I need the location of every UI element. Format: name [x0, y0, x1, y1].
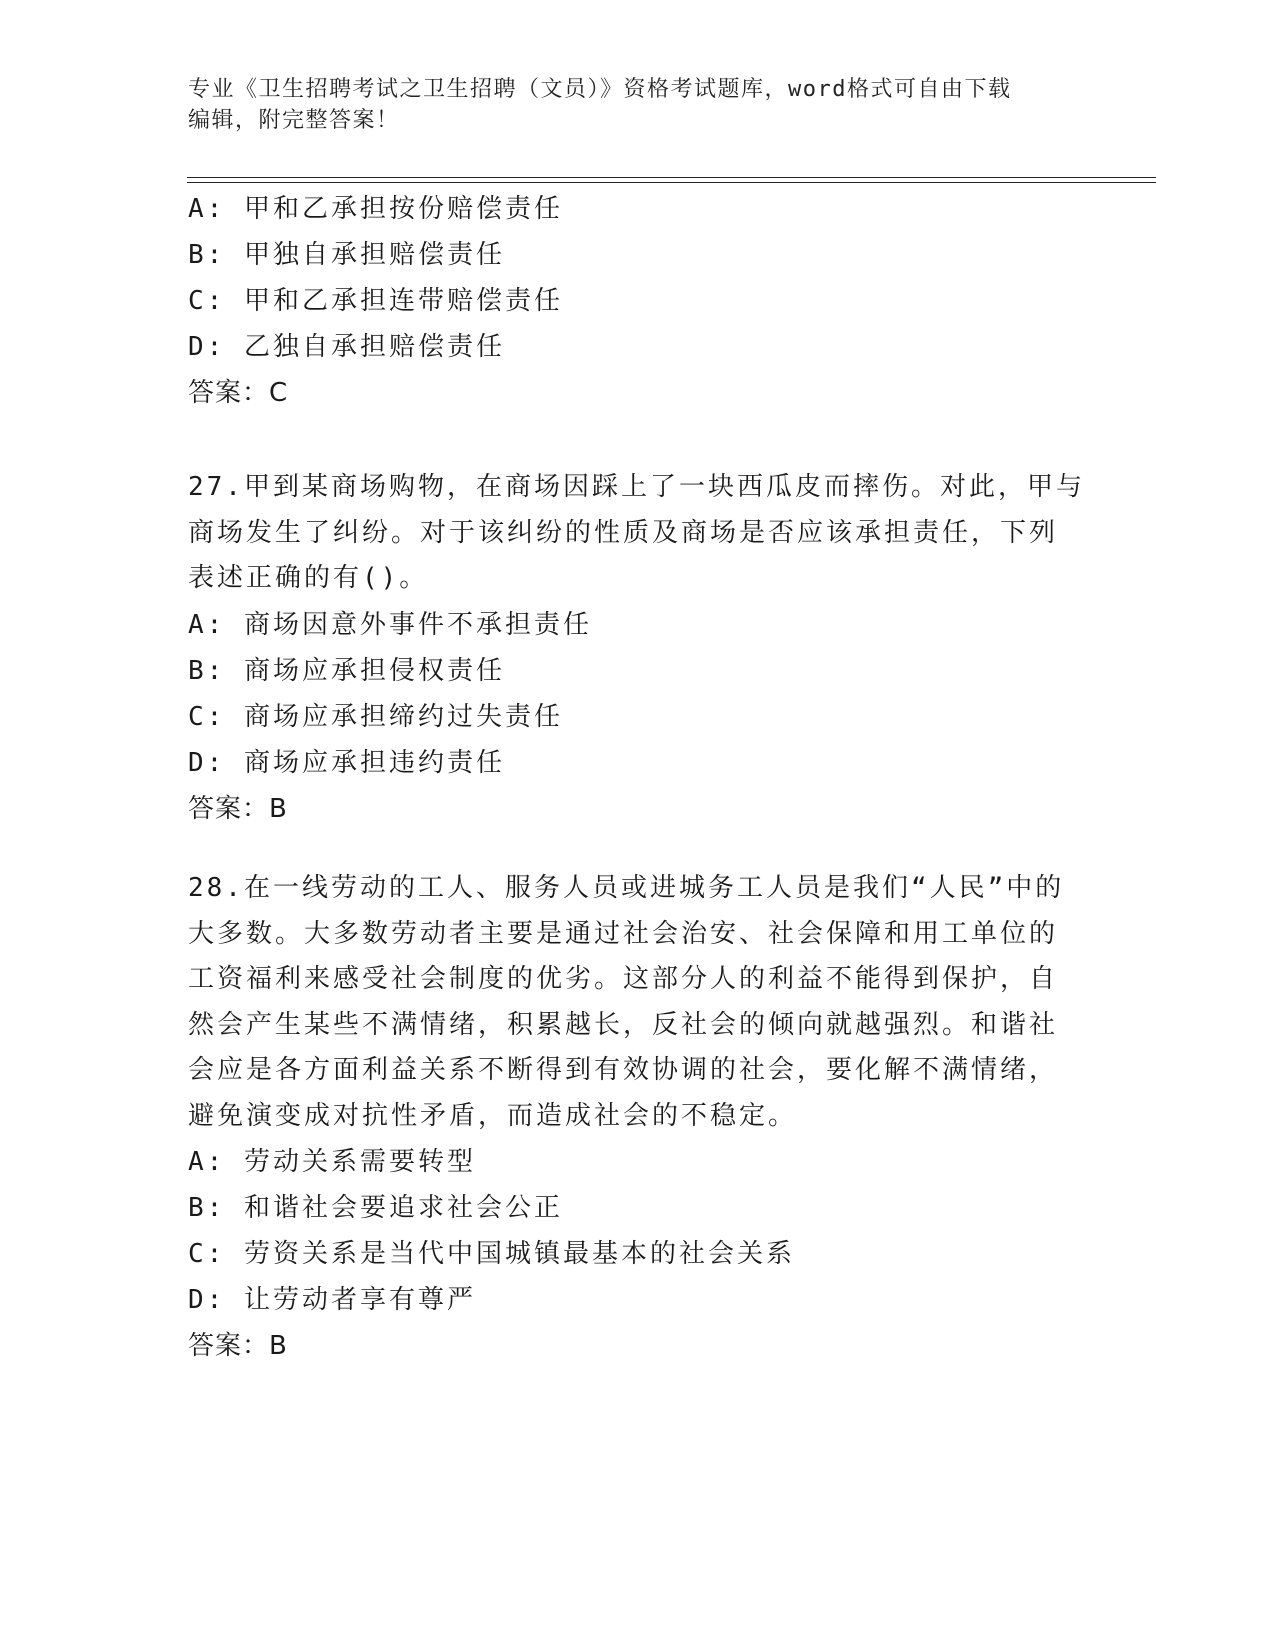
answer: 答案：C: [188, 378, 289, 408]
question-text-line: 避免演变成对抗性矛盾，而造成社会的不稳定。: [188, 1100, 798, 1131]
header-line-2: 编辑，附完整答案！: [188, 108, 400, 133]
question-text-line: 28.在一线劳动的工人、服务人员或进城务工人员是我们“人民”中的: [188, 873, 1065, 903]
option-d: D: 乙独自承担赔偿责任: [188, 332, 505, 362]
option-d: D: 让劳动者享有尊严: [188, 1285, 476, 1315]
question-text-line: 商场发生了纠纷。对于该纠纷的性质及商场是否应该承担责任，下列: [188, 517, 1059, 548]
option-c: C: 甲和乙承担连带赔偿责任: [188, 286, 563, 316]
question-text-line: 表述正确的有()。: [188, 563, 429, 593]
question-text-line: 27.甲到某商场购物，在商场因踩上了一块西瓜皮而摔伤。对此，甲与: [188, 472, 1085, 502]
question-text-line: 工资福利来感受社会制度的优劣。这部分人的利益不能得到保护，自: [188, 964, 1059, 994]
document-header: [188, 74, 1088, 136]
option-b: B: 和谐社会要追求社会公正: [188, 1193, 563, 1223]
question-text-line: 会应是各方面利益关系不断得到有效协调的社会，要化解不满情绪，: [188, 1055, 1059, 1085]
question-text-line: 大多数。大多数劳动者主要是通过社会治安、社会保障和用工单位的: [188, 918, 1059, 949]
header-divider-top: [187, 177, 1156, 178]
option-c: C: 劳资关系是当代中国城镇最基本的社会关系: [188, 1239, 795, 1269]
option-c: C: 商场应承担缔约过失责任: [188, 701, 563, 732]
option-d: D: 商场应承担违约责任: [188, 747, 505, 778]
option-a: A: 甲和乙承担按份赔偿责任: [188, 194, 563, 224]
answer: 答案：B: [188, 1331, 288, 1361]
answer: 答案：B: [188, 793, 288, 824]
question-27-block: [188, 465, 1088, 832]
option-a: A: 商场因意外事件不承担责任: [188, 609, 592, 640]
question-26-block: [188, 186, 1088, 416]
question-28-block: [188, 866, 1088, 1369]
header-divider-bottom: [187, 182, 1156, 183]
option-a: A: 劳动关系需要转型: [188, 1147, 476, 1177]
header-line-1: 专业《卫生招聘考试之卫生招聘（文员）》资格考试题库，word格式可自由下载: [188, 77, 1012, 102]
option-b: B: 商场应承担侵权责任: [188, 655, 505, 686]
option-b: B: 甲独自承担赔偿责任: [188, 240, 505, 270]
question-text-line: 然会产生某些不满情绪，积累越长，反社会的倾向就越强烈。和谐社: [188, 1009, 1059, 1040]
